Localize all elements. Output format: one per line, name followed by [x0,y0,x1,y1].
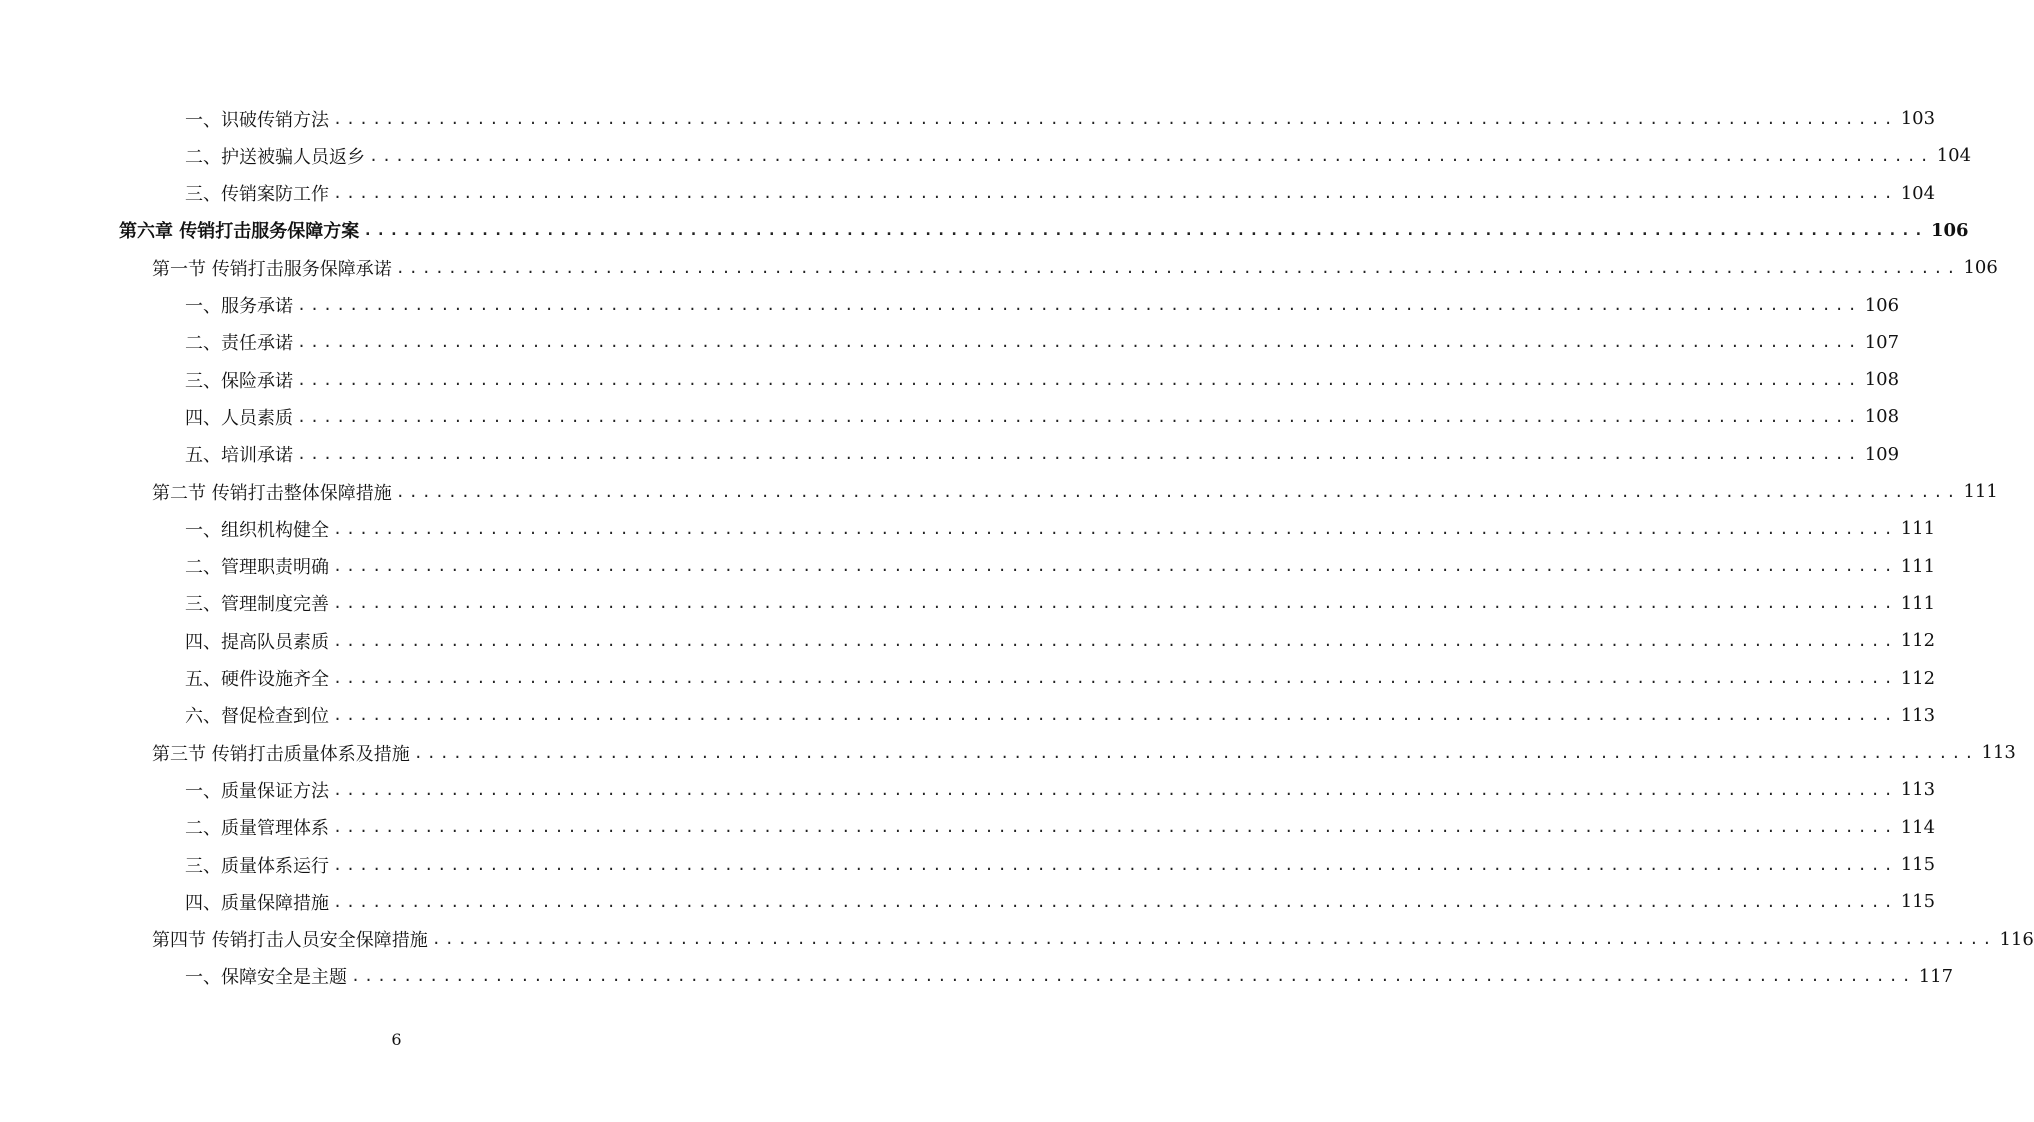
toc-entry-title: 第四节 传销打击人员安全保障措施 [152,930,428,952]
toc-entry[interactable] [185,100,1936,137]
toc-leader-dots: ........................................................................................................................ [333,631,1897,650]
toc-entry-page: 104 [1900,182,1936,204]
toc-entry-title: 六、督促检查到位 [185,706,329,728]
toc-entry-page: 111 [1963,481,1998,502]
toc-entry-page: 111 [1900,518,1936,540]
toc-entry-page: 106 [1930,219,1969,241]
toc-entry-title: 五、硬件设施齐全 [185,669,329,690]
toc-leader-dots: ........................................................................................................................ [333,780,1897,799]
toc-entry[interactable] [185,548,1936,585]
toc-leader-dots: ........................................................................................................................ [333,109,1897,128]
toc-entry[interactable] [185,137,1972,174]
toc-entry[interactable] [185,436,1900,473]
toc-entry[interactable] [152,734,2016,771]
toc-entry-page: 103 [1900,108,1936,129]
toc-leader-dots: ........................................................................................................................ [333,669,1897,687]
toc-leader-dots: ........................................................................................................................ [395,258,1960,277]
toc-entry[interactable] [185,958,1954,995]
toc-entry[interactable] [185,883,1936,920]
toc-entry[interactable] [185,622,1936,659]
toc-leader-dots: ........................................................................................................................ [333,594,1897,613]
toc-leader-dots: ........................................................................................................................ [333,557,1897,576]
toc-entry-page: 111 [1900,592,1936,614]
toc-entry-title: 二、责任承诺 [185,333,293,355]
toc-leader-dots: ........................................................................................................................ [297,296,1861,314]
toc-entry-page: 115 [1900,891,1936,913]
toc-entry-title: 四、提高队员素质 [185,631,329,653]
toc-entry[interactable] [152,921,2034,958]
toc-entry[interactable] [185,846,1936,883]
toc-leader-dots: ........................................................................................................................ [333,519,1897,538]
toc-entry-page: 112 [1900,630,1936,652]
toc-leader-dots: ........................................................................................................................ [333,892,1897,911]
toc-entry-title: 一、保障安全是主题 [185,967,347,989]
toc-entry[interactable] [185,585,1936,622]
toc-entry-title: 五、培训承诺 [185,445,293,467]
toc-entry[interactable] [185,398,1900,435]
toc-entry[interactable] [185,809,1936,846]
toc-entry-title: 第一节 传销打击服务保障承诺 [152,258,392,280]
toc-entry-title: 一、质量保证方法 [185,780,329,802]
toc-entry-title: 四、质量保障措施 [185,892,329,914]
toc-leader-dots: ........................................................................................................................ [369,146,1933,165]
toc-leader-dots: ........................................................................................................................ [333,184,1897,203]
toc-entry[interactable] [185,771,1936,808]
toc-entry-title: 二、质量管理体系 [185,818,329,840]
toc-entry-page: 114 [1900,816,1936,838]
toc-leader-dots: ........................................................................................................................ [351,967,1915,986]
toc-entry-page: 113 [1900,704,1936,726]
toc-entry-title: 一、识破传销方法 [185,109,329,131]
toc-entry-title: 三、质量体系运行 [185,855,329,877]
toc-leader-dots: ........................................................................................................................ [333,706,1897,725]
toc-leader-dots: ........................................................................................................................ [413,743,1978,762]
toc-entry-page: 108 [1864,406,1900,428]
toc-entry-page: 113 [1981,742,2016,764]
toc-entry-page: 108 [1864,369,1900,391]
toc-entry[interactable] [185,361,1900,398]
toc-entry[interactable] [152,249,1998,286]
toc-leader-dots: ........................................................................................................................ [297,333,1861,352]
toc-entry[interactable] [185,287,1900,324]
toc-entry-page: 109 [1864,443,1900,465]
toc-entry-title: 一、服务承诺 [185,296,293,317]
toc-entry[interactable] [185,324,1900,361]
toc-entry-page: 111 [1900,555,1936,577]
toc-entry[interactable] [152,473,1998,510]
toc-entry-title: 三、管理制度完善 [185,594,329,616]
toc-leader-dots: ........................................................................................................................ [333,855,1897,874]
toc-leader-dots: ........................................................................................................................ [297,407,1861,426]
toc-leader-dots: ........................................................................................................................ [363,221,1927,240]
toc-entry-title: 一、组织机构健全 [185,519,329,541]
toc-entry-page: 106 [1963,257,1998,279]
toc-entry-title: 第六章 传销打击服务保障方案 [119,221,360,243]
toc-entry[interactable] [185,175,1936,212]
toc-leader-dots: ........................................................................................................................ [297,445,1861,464]
toc-entry[interactable] [119,212,1969,249]
toc-leader-dots: ........................................................................................................................ [431,930,1996,949]
toc-entry-page: 116 [1999,928,2034,950]
toc-entry-title: 二、管理职责明确 [185,557,329,579]
toc-entry-page: 106 [1864,294,1900,316]
toc-entry[interactable] [185,697,1936,734]
toc-entry-page: 117 [1918,965,1954,987]
toc-entry-title: 二、护送被骗人员返乡 [185,146,365,168]
toc-leader-dots: ........................................................................................................................ [395,482,1960,501]
toc-leader-dots: ........................................................................................................................ [297,370,1861,389]
toc-entry[interactable] [185,660,1936,697]
toc-entry-title: 三、保险承诺 [185,370,293,392]
toc-entry-title: 第三节 传销打击质量体系及措施 [152,743,410,765]
toc-entry-page: 104 [1936,145,1972,167]
toc-entry[interactable] [185,510,1936,547]
toc-entry-title: 三、传销案防工作 [185,184,329,206]
toc-entry-title: 四、人员素质 [185,407,293,429]
page-number: 6 [391,1030,402,1049]
toc-entry-title: 第二节 传销打击整体保障措施 [152,482,392,504]
toc-entry-page: 107 [1864,331,1900,353]
toc-leader-dots: ........................................................................................................................ [333,818,1897,837]
toc-entry-page: 113 [1900,779,1936,801]
toc-entry-page: 112 [1900,667,1936,689]
toc-entry-page: 115 [1900,854,1936,875]
